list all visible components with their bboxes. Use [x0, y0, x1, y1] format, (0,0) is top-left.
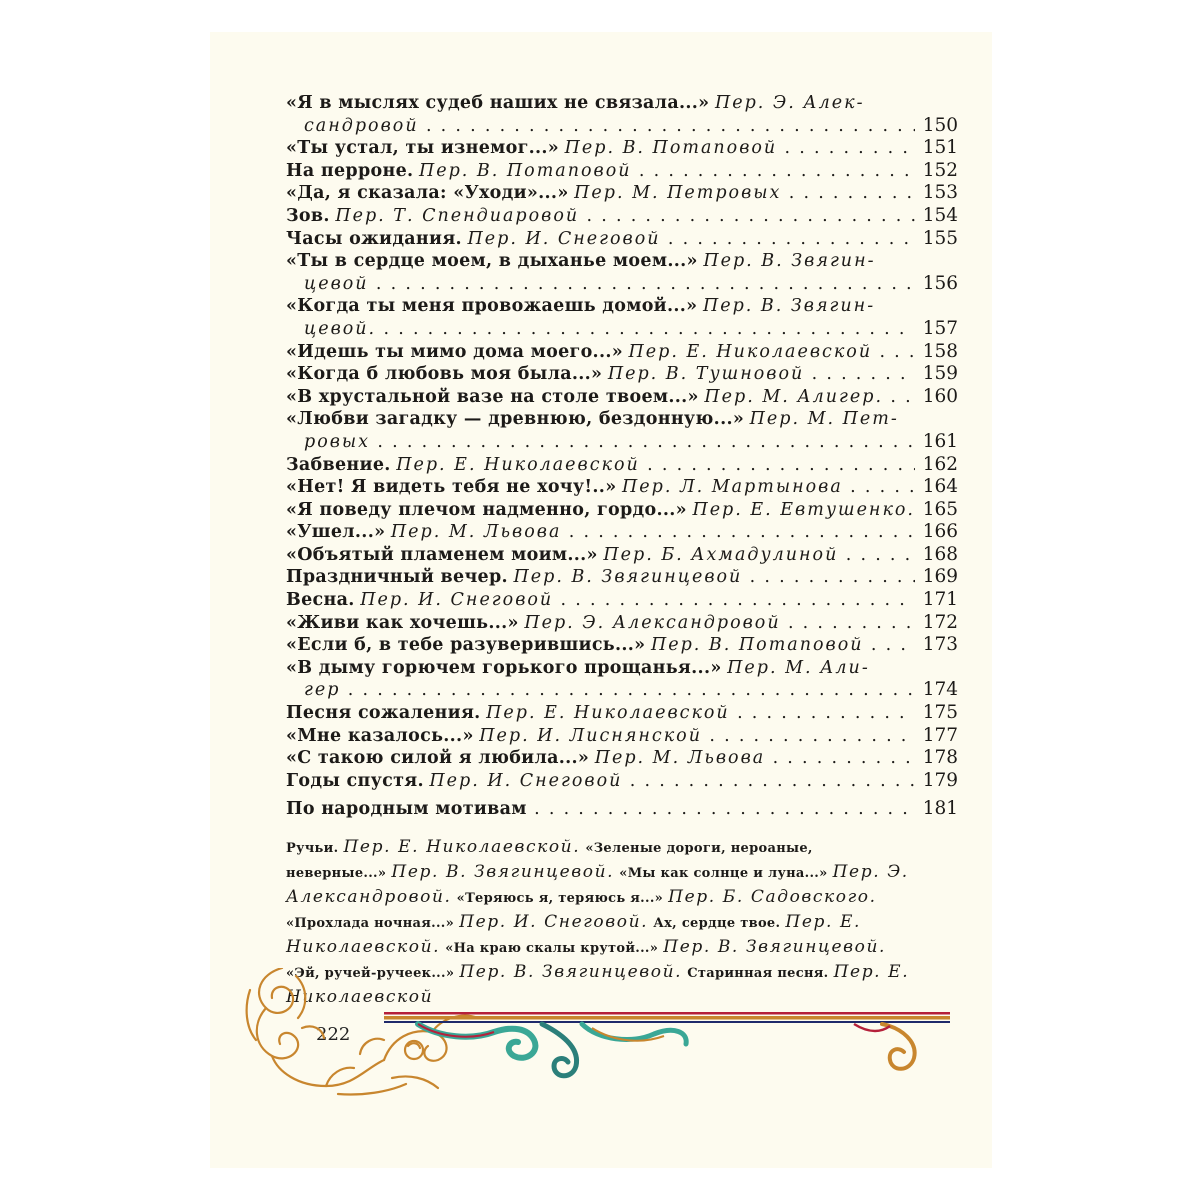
toc-entry[interactable]: [286, 566, 958, 589]
toc-section-folk-motifs[interactable]: [286, 798, 958, 821]
folk-item-title: Ручьи.: [286, 841, 339, 856]
toc-page-number: 159: [915, 363, 958, 386]
toc-page-number: 161: [915, 431, 958, 454]
toc-line: [286, 612, 958, 635]
toc-entry[interactable]: [286, 205, 958, 228]
toc-line: [286, 589, 958, 612]
toc-line: [286, 679, 958, 702]
folk-item-title: «Мы как солнце и луна...»: [619, 866, 828, 881]
toc-page-number: 174: [915, 679, 958, 702]
page-number: 222: [316, 1024, 351, 1045]
toc-translator: Пер. Т. Спендиаровой: [335, 205, 580, 226]
folk-item-translator: Пер. Е. Николаевской.: [343, 837, 581, 857]
toc-title: На перроне.: [286, 160, 414, 181]
toc-line: [286, 386, 958, 409]
toc-page-number: 173: [915, 634, 958, 657]
folk-item-translator: Пер. В. Звягинцевой.: [663, 937, 887, 957]
toc-translator: Пер. Е. Николаевской: [396, 454, 640, 475]
toc-translator: гер: [304, 680, 341, 701]
section-title: По народным мотивам: [286, 799, 527, 820]
toc-translator: Пер. М. Львова: [594, 748, 766, 769]
toc-line: [286, 205, 958, 228]
toc-page-number: 171: [915, 589, 958, 612]
toc-line: [286, 318, 958, 341]
toc-translator: Пер. М. Петровых: [574, 183, 782, 204]
folk-item-title: «Зеленые дороги, нероаные, неверные...»: [286, 841, 813, 881]
toc-entry[interactable]: [286, 612, 958, 635]
toc-line: [286, 115, 958, 138]
toc-page-number: 181: [915, 798, 958, 821]
toc-translator: цевой: [304, 273, 369, 294]
ornament-illustration: [242, 968, 962, 1098]
toc-title: «Когда ты меня провожаешь домой...»: [286, 296, 698, 317]
folk-item-title: «Теряюсь я, теряюсь я...»: [456, 891, 664, 906]
toc-entry[interactable]: [286, 228, 958, 251]
toc-translator: Пер. И. Снеговой: [360, 590, 554, 611]
toc-page-number: 177: [915, 725, 958, 748]
toc-entry[interactable]: [286, 589, 958, 612]
toc-title: «Я в мыслях судеб наших не связала...»: [286, 93, 710, 113]
toc-entry[interactable]: [286, 747, 958, 770]
toc-translator: Пер. М. Алигер.: [704, 386, 884, 407]
toc-title: «Ты в сердце моем, в дыханье моем...»: [286, 251, 698, 272]
table-of-contents: [286, 92, 958, 1009]
toc-page-number: 166: [915, 521, 958, 544]
ornament-rule-gold: [384, 1016, 950, 1020]
toc-entry[interactable]: [286, 137, 958, 160]
toc-title: Забвение.: [286, 454, 391, 475]
toc-line: [286, 747, 958, 770]
toc-title: «Любви загадку — древнюю, бездонную...»: [286, 409, 745, 430]
toc-title: «Объятый пламенем моим...»: [286, 544, 598, 565]
toc-page-number: 162: [915, 454, 958, 477]
toc-line: [286, 363, 958, 386]
toc-page-number: 178: [915, 747, 958, 770]
toc-translator: Пер. Е. Николаевской: [486, 703, 730, 724]
toc-entry[interactable]: [286, 770, 958, 793]
toc-line: [286, 182, 958, 205]
toc-page-number: 160: [915, 386, 958, 409]
toc-title: Зов.: [286, 205, 330, 226]
toc-page-number: 175: [915, 702, 958, 725]
toc-entry[interactable]: [286, 182, 958, 205]
toc-line: [286, 228, 958, 251]
toc-translator: Пер. И. Снеговой: [467, 228, 661, 249]
toc-title: «Нет! Я видеть тебя не хочу!..»: [286, 477, 617, 498]
toc-page-number: 158: [915, 341, 958, 364]
toc-line: [286, 657, 958, 680]
toc-translator: Пер. Э. Александровой: [524, 612, 781, 633]
toc-translator: сандровой: [304, 115, 419, 136]
toc-page-number: 157: [915, 318, 958, 341]
toc-page-number: 165: [915, 499, 958, 522]
toc-page-number: 151: [915, 137, 958, 160]
toc-page-number: 172: [915, 612, 958, 635]
toc-translator: Пер. В. Потаповой: [650, 635, 864, 656]
toc-entry[interactable]: [286, 160, 958, 183]
toc-entry[interactable]: [286, 92, 958, 137]
toc-translator: Пер. В. Звягинцевой: [513, 567, 743, 588]
toc-line: [286, 566, 958, 589]
toc-line: [286, 137, 958, 160]
toc-title: Часы ожидания.: [286, 228, 462, 249]
toc-title: «Мне казалось...»: [286, 725, 474, 746]
toc-entry[interactable]: [286, 702, 958, 725]
toc-page-number: 164: [915, 476, 958, 499]
folk-item-translator: Пер. Е. Николаевской: [286, 962, 910, 1007]
toc-translator: Пер. В. Потаповой: [564, 138, 778, 159]
toc-translator: цевой.: [304, 318, 377, 339]
toc-title: «Когда б любовь моя была...»: [286, 364, 603, 385]
toc-line: [286, 476, 958, 499]
toc-title: «Да, я сказала: «Уходи»...»: [286, 183, 569, 204]
toc-page-number: 154: [915, 205, 958, 228]
toc-translator: Пер. М. Пет-: [749, 409, 899, 430]
toc-line: [286, 521, 958, 544]
toc-entry[interactable]: [286, 499, 958, 522]
toc-page-number: 150: [915, 115, 958, 138]
book-page: [210, 32, 992, 1168]
toc-entry[interactable]: [286, 544, 958, 567]
toc-line: [286, 273, 958, 296]
toc-page-number: 155: [915, 228, 958, 251]
toc-line: [286, 499, 958, 522]
folk-item-translator: Пер. Е. Николаевской.: [286, 912, 862, 957]
toc-page-number: 168: [915, 544, 958, 567]
toc-line: [286, 454, 958, 477]
toc-translator: Пер. Б. Ахмадулиной: [603, 544, 839, 565]
toc-title: Весна.: [286, 590, 355, 611]
colored-scroll-ornament: [418, 1024, 915, 1076]
toc-translator: Пер. Е. Евтушенко.: [692, 499, 915, 520]
toc-title: Песня сожаления.: [286, 703, 481, 724]
toc-entry[interactable]: [286, 454, 958, 477]
toc-line: [286, 408, 958, 431]
toc-page-number: 179: [915, 770, 958, 793]
toc-line: [286, 92, 958, 115]
toc-page-number: 169: [915, 566, 958, 589]
toc-translator: Пер. И. Снеговой: [429, 770, 623, 791]
toc-entry[interactable]: [286, 295, 958, 340]
toc-title: «Живи как хочешь...»: [286, 612, 519, 633]
toc-line: [286, 341, 958, 364]
folk-item-translator: Пер. Б. Садовского.: [668, 887, 877, 907]
toc-title: Праздничный вечер.: [286, 567, 508, 588]
toc-title: «Идешь ты мимо дома моего...»: [286, 341, 623, 362]
toc-translator: Пер. В. Потаповой: [418, 160, 632, 181]
toc-entry[interactable]: [286, 363, 958, 386]
toc-entry[interactable]: [286, 476, 958, 499]
toc-entry[interactable]: [286, 341, 958, 364]
toc-title: «Если б, в тебе разуверившись...»: [286, 635, 646, 656]
toc-translator: Пер. И. Лиснянской: [479, 725, 702, 746]
folk-item-title: «Эй, ручей-ручеек...»: [286, 966, 455, 981]
toc-line: [286, 634, 958, 657]
toc-translator: Пер. В. Тушновой: [607, 364, 805, 385]
ornament-rule-navy: [384, 1021, 950, 1023]
toc-entry[interactable]: [286, 657, 958, 702]
toc-line: [286, 798, 958, 821]
toc-translator: Пер. Э. Алек-: [714, 93, 865, 113]
toc-translator: Пер. Л. Мартынова: [622, 477, 843, 498]
toc-line: [286, 160, 958, 183]
toc-page-number: 152: [915, 160, 958, 183]
toc-entry[interactable]: [286, 408, 958, 453]
folk-item-translator: Пер. Э. Александровой.: [286, 862, 909, 907]
toc-line: [286, 702, 958, 725]
toc-title: «В хрустальной вазе на столе твоем...»: [286, 386, 699, 407]
toc-title: «Я поведу плечом надменно, гордо...»: [286, 499, 687, 520]
toc-translator: Пер. Е. Николаевской: [628, 341, 873, 362]
toc-line: [286, 431, 958, 454]
toc-line: [286, 250, 958, 273]
toc-title: «Ушел...»: [286, 522, 386, 543]
toc-entry[interactable]: [286, 250, 958, 295]
folk-item-translator: Пер. В. Звягинцевой.: [459, 962, 683, 982]
toc-entry[interactable]: [286, 521, 958, 544]
toc-translator: Пер. В. Звягин-: [703, 251, 876, 272]
toc-title: «В дыму горючем горького прощанья...»: [286, 657, 722, 678]
toc-translator: ровых: [304, 431, 371, 452]
toc-title: «Ты устал, ты изнемог...»: [286, 138, 560, 159]
toc-line: [286, 725, 958, 748]
toc-title: Годы спустя.: [286, 770, 424, 791]
folk-item-title: Ах, сердце твое.: [653, 916, 781, 931]
toc-entry[interactable]: [286, 725, 958, 748]
toc-line: [286, 770, 958, 793]
toc-translator: Пер. М. Львова: [390, 522, 562, 543]
toc-translator: Пер. М. Али-: [727, 657, 870, 678]
toc-entry[interactable]: [286, 634, 958, 657]
folk-item-translator: Пер. В. Звягинцевой.: [391, 862, 615, 882]
folk-item-title: «Прохлада ночная...»: [286, 916, 455, 931]
toc-line: [286, 295, 958, 318]
toc-translator: Пер. В. Звягин-: [702, 296, 876, 317]
toc-page-number: 153: [915, 182, 958, 205]
folk-item-translator: Пер. И. Снеговой.: [459, 912, 649, 932]
toc-line: [286, 544, 958, 567]
toc-page-number: 156: [915, 273, 958, 296]
folk-item-title: «На краю скалы крутой...»: [445, 941, 659, 956]
ornament-rule: [384, 1012, 950, 1015]
toc-title: «С такою силой я любила...»: [286, 748, 590, 769]
toc-entry[interactable]: [286, 386, 958, 409]
folk-item-title: Старинная песня.: [687, 966, 829, 981]
